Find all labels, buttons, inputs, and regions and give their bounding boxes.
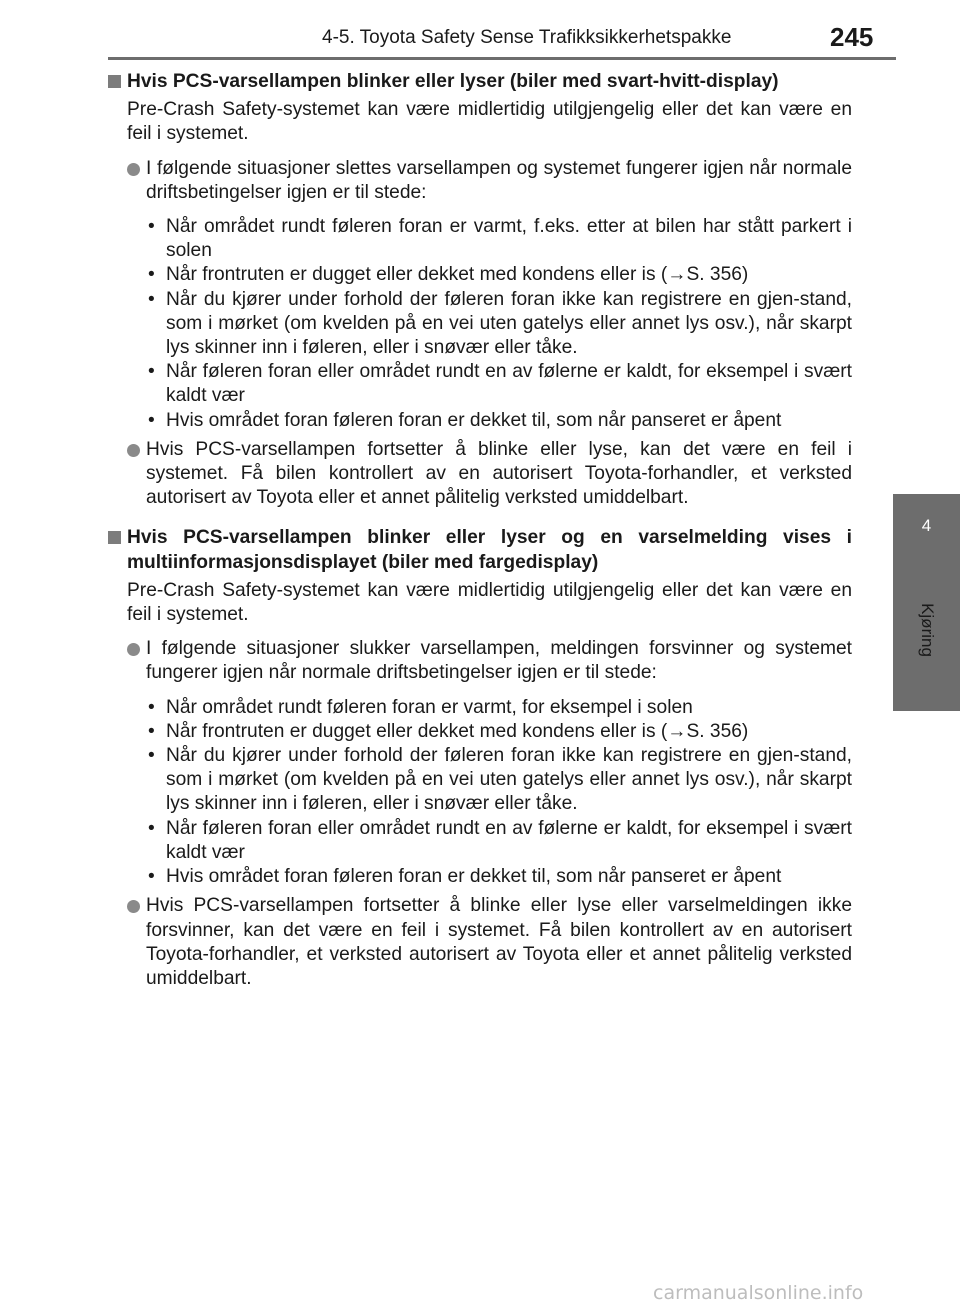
page-content — [108, 70, 852, 1001]
list-item: • Når området rundt føleren foran er varmt, for eksempel i solen — [148, 696, 852, 720]
list-item: • Hvis området foran føleren foran er dekket til, som når panseret er åpent — [148, 865, 852, 889]
section1-point1-text: I følgende situasjoner slettes varsellampen og systemet fungerer igjen når normale driftsbetingelser igjen er til stede: — [146, 157, 852, 203]
section2-heading-text: Hvis PCS-varsellampen blinker eller lyser og en varselmelding vises i multiinformasjonsdisplayet (biler med fargedisplay) — [127, 527, 852, 573]
section1-point2 — [108, 438, 852, 511]
section2-heading — [108, 526, 852, 574]
chapter-tab-label-wrap — [893, 590, 960, 670]
section2-point2-text: Hvis PCS-varsellampen fortsetter å blinke eller lyse eller varselmeldingen ikke forsvinner, kan det være en feil i systemet. Få bilen kontrollert av en autorisert Toyota-forhandler, et verksted autorisert av Toyota eller et annet pålitelig verksted umiddelbart. — [146, 895, 852, 989]
section2-intro: Pre-Crash Safety-systemet kan være midlertidig utilgjengelig eller det kan være en feil i systemet. — [127, 579, 852, 626]
list-item: • Når området rundt føleren foran er varmt, f.eks. etter at bilen har stått parkert i solen — [148, 215, 852, 263]
section1-intro: Pre-Crash Safety-systemet kan være midlertidig utilgjengelig eller det kan være en feil i systemet. — [127, 99, 852, 145]
section1-point2-text: Hvis PCS-varsellampen fortsetter å blinke eller lyse, kan det være en feil i systemet. Få bilen kontrollert av en autorisert Toyota-forhandler, et verksted autorisert av Toyota eller et annet pålitelig verksted umiddelbart. — [146, 438, 852, 509]
section1-heading-text: Hvis PCS-varsellampen blinker eller lyser (biler med svart-hvitt-display) — [127, 71, 779, 92]
list-item: • Hvis området foran føleren foran er dekket til, som når panseret er åpent — [148, 409, 852, 433]
section1-heading — [108, 70, 852, 94]
section1-bullet-list — [108, 215, 852, 433]
list-item: • Når frontruten er dugget eller dekket med kondens eller is (→S. 356) — [148, 263, 852, 287]
list-item: • Når du kjører under forhold der føleren foran ikke kan registrere en gjen-stand, som i mørket (om kvelden på en vei uten gatelys eller annet lys osv.), når skarpt lys skinner inn i føleren, eller i snøvær eller tåke. — [148, 744, 852, 817]
list-item: • Når frontruten er dugget eller dekket med kondens eller is (→S. 356) — [148, 720, 852, 744]
running-header: 4-5. Toyota Safety Sense Trafikksikkerhetspakke — [322, 27, 732, 48]
circle-bullet-icon — [127, 643, 140, 656]
list-item: • Når føleren foran eller området rundt en av følerne er kaldt, for eksempel i svært kaldt vær — [148, 817, 852, 865]
page-number: 245 — [830, 22, 874, 52]
section2-point1 — [108, 637, 852, 685]
square-bullet-icon — [108, 75, 121, 88]
header-rule — [108, 57, 896, 60]
list-item: • Når føleren foran eller området rundt en av følerne er kaldt, for eksempel i svært kaldt vær — [148, 360, 852, 408]
section1-point1 — [108, 157, 852, 205]
circle-bullet-icon — [127, 900, 140, 913]
chapter-tab-label: Kjøring — [917, 603, 937, 657]
circle-bullet-icon — [127, 444, 140, 457]
section2-point1-text: I følgende situasjoner slukker varsellampen, meldingen forsvinner og systemet fungerer igjen når normale driftsbetingelser igjen er til stede: — [146, 638, 852, 684]
list-item: • Når du kjører under forhold der føleren foran ikke kan registrere en gjen-stand, som i mørket (om kvelden på en vei uten gatelys eller annet lys osv.), når skarpt lys skinner inn i føleren, eller i snøvær eller tåke. — [148, 288, 852, 361]
watermark: carmanualsonline.info — [653, 1282, 864, 1304]
circle-bullet-icon — [127, 163, 140, 176]
chapter-tab-number: 4 — [921, 516, 932, 535]
section2-point2 — [108, 894, 852, 991]
section2-bullet-list — [108, 696, 852, 890]
square-bullet-icon — [108, 531, 121, 544]
